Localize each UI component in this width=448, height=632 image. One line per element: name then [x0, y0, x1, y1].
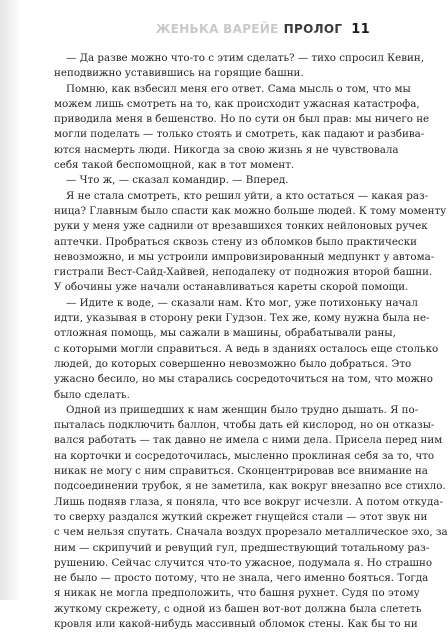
- text-line: У обочины уже начали останавливаться кареты скорой помощи.: [54, 281, 409, 294]
- text-line: пыталась подключить баллон, чтобы дать ей кислород, но он отказы-: [54, 419, 435, 432]
- text-line: ница? Главным было спасти как можно больше людей. К тому моменту: [54, 204, 447, 217]
- body-text: [54, 51, 448, 632]
- page-number: 11: [351, 22, 370, 37]
- text-line: Одной из пришедших к нам женщин было трудно дышать. Я по-: [66, 403, 419, 416]
- text-line: можем лишь смотреть на то, как происходит ужасная катастрофа,: [54, 97, 420, 110]
- text-line: на корточки и сосредоточилась, мысленно проклиная себя за то, что: [54, 449, 435, 462]
- text-line: с которыми могли справиться. А ведь в зданиях осталось еще столько: [54, 342, 439, 355]
- text-line: с чем нельзя спутать. Сначала воздух прорезало металлическое эхо, за: [54, 526, 448, 539]
- text-line: подсоединении трубок, я не заметила, как вокруг внезапно все стихло.: [54, 480, 446, 493]
- text-line: себя такой беспомощной, как в тот момент.: [54, 159, 295, 172]
- text-line: ужасно бесило, но мы старались сосредоточиться на том, что можно: [54, 373, 433, 386]
- text-line: я никак не могла предположить, что башня рухнет. Судя по этому: [54, 587, 420, 600]
- text-line: то сверху раздался жуткий скрежет гнущейся стали — этот звук ни: [54, 510, 428, 523]
- text-line: Лишь подняв глаза, я поняла, что все вокруг исчезли. А потом откуда-: [54, 495, 443, 508]
- text-line: было сделать.: [54, 388, 130, 401]
- header-author: ЖЕНЬКА ВАРЕЙЕ: [155, 22, 279, 36]
- text-line: приводила меня в бешенство. Но по сути он был прав: мы ничего не: [54, 113, 430, 126]
- text-line: ются насмерть люди. Никогда за свою жизнь я не чувствовала: [54, 143, 399, 156]
- text-line: Помню, как взбесил меня его ответ. Сама мысль о том, что мы: [66, 82, 411, 95]
- text-line: отложная помощь, мы сажали в машины, обрабатывали раны,: [54, 327, 396, 340]
- text-line: — Идите к воде, — сказали нам. Кто мог, уже потихоньку начал: [66, 296, 418, 309]
- text-line: гистрали Вест-Сайд-Хайвей, неподалеку от подножия второй башни.: [54, 266, 433, 279]
- spine-shadow: [0, 0, 22, 600]
- text-line: аптечки. Пробраться сквозь стену из обломков было практически: [54, 235, 417, 248]
- text-line: — Что ж, — сказал командир. — Вперед.: [66, 174, 289, 187]
- header-section: ПРОЛОГ: [283, 22, 343, 36]
- text-line: кровля или какой-нибудь массивный обломок стены. Как бы то ни: [54, 617, 418, 630]
- text-line: неподвижно уставившись на горящие башни.: [54, 67, 304, 80]
- text-line: вался работать — так давно не имела с ними дела. Присела перед ним: [54, 434, 443, 447]
- text-line: могли поделать — только стоять и смотреть, как падают и разбива-: [54, 128, 425, 141]
- text-line: — Да разве можно что-то с этим сделать? — тихо спросил Кевин,: [66, 52, 424, 64]
- text-line: не было — просто потому, что не знала, чего именно бояться. Тогда: [54, 572, 429, 585]
- text-line: идти, указывая в сторону реки Гудзон. Тех же, кому нужна была не-: [54, 312, 430, 325]
- text-line: людей, до которых совершенно невозможно было добраться. Это: [54, 357, 412, 370]
- text-line: рушению. Сейчас случится что-то ужасное, подумала я. Но страшно: [54, 556, 433, 569]
- text-line: невозможно, и мы устроили импровизированный медпункт у автома-: [54, 250, 435, 263]
- text-line: ним — скрипучий и ревущий гул, предшествующий тотальному раз-: [54, 541, 430, 554]
- text-line: жуткому скрежету, с одной из башен вот-вот должна была слететь: [54, 602, 422, 615]
- text-line: руки у меня уже саднили от врезавшихся тонких нейлоновых ручек: [54, 220, 428, 233]
- running-header: [156, 22, 370, 37]
- text-line: Я не стала смотреть, кто решил уйти, а кто остаться — какая раз-: [66, 189, 429, 202]
- text-line: никак не могу с ним справиться. Сконцентрировав все внимание на: [54, 465, 428, 478]
